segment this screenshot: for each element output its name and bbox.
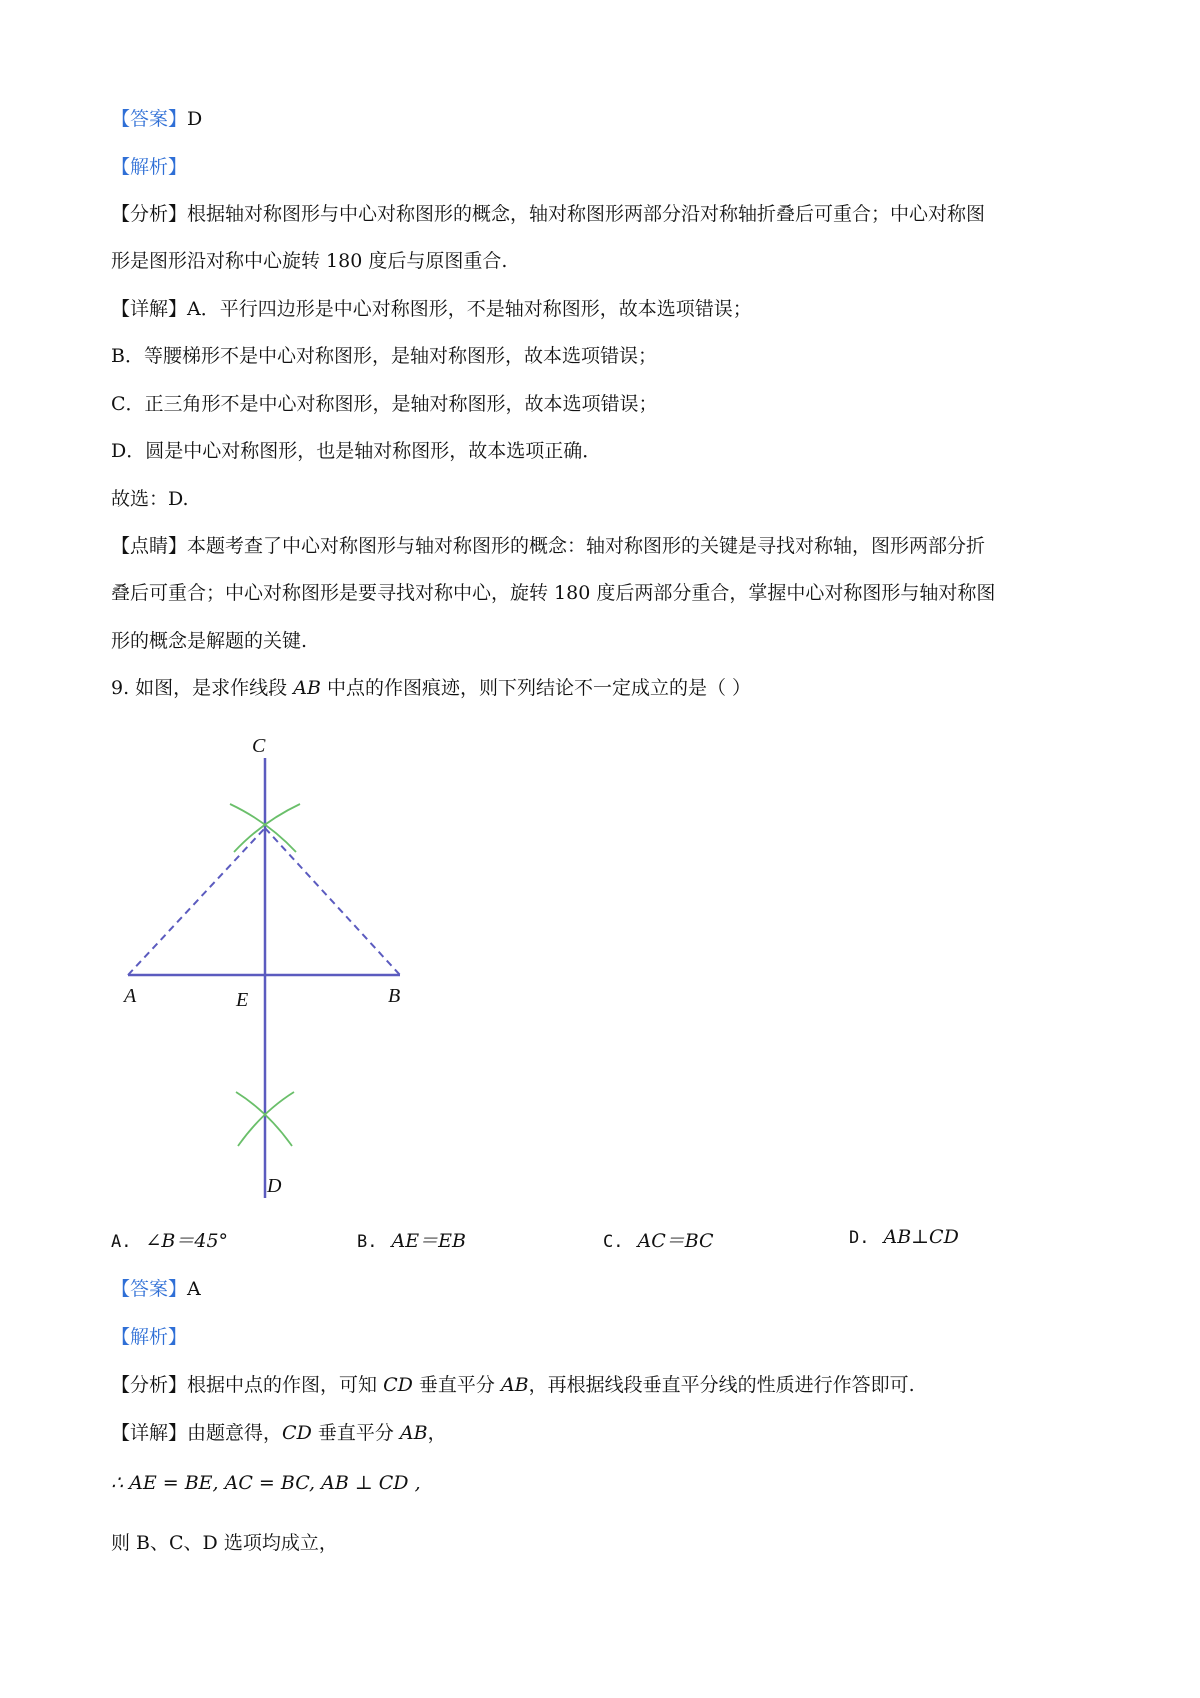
option-d-key: D. [849, 1228, 870, 1248]
detail-1-conclusion: 故选：D. [111, 488, 189, 510]
analysis-tag: 【分析】 [111, 203, 188, 225]
detail-text: 由题意得， [187, 1422, 283, 1444]
analysis-heading-2: 【解析】 [111, 1326, 188, 1348]
detail-ab: AB [399, 1422, 428, 1444]
question-9 [111, 673, 751, 700]
answer-tag: 【答案】 [111, 1278, 188, 1300]
answer-tag: 【答案】 [111, 108, 188, 130]
question-prefix: 9. 如图，是求作线段 [111, 677, 294, 699]
question-suffix: 中点的作图痕迹，则下列结论不一定成立的是（ ） [320, 677, 751, 699]
option-d-text: AB⊥CD [883, 1226, 959, 1248]
answer-line-1 [111, 104, 202, 131]
label-a: A [124, 985, 137, 1007]
option-a-key: A. [111, 1232, 132, 1252]
answer-line-2 [111, 1274, 201, 1301]
detail-1-line-4: D．圆是中心对称图形，也是轴对称图形，故本选项正确． [111, 440, 602, 462]
analysis-text: 垂直平分 [412, 1374, 501, 1396]
option-d [849, 1226, 959, 1248]
question-ab: AB [293, 677, 321, 699]
option-a [111, 1226, 228, 1253]
detail-text: 垂直平分 [311, 1422, 400, 1444]
analysis-cd: CD [383, 1374, 413, 1396]
comment-tag: 【点睛】 [111, 535, 188, 557]
label-b: B [388, 985, 401, 1007]
option-b-key: B. [357, 1232, 378, 1252]
analysis-1-line-1 [111, 199, 985, 226]
analysis-2 [111, 1370, 915, 1397]
analysis-tag: 【分析】 [111, 1374, 188, 1396]
detail-tag: 【详解】 [111, 1422, 188, 1444]
detail-1-line-1 [111, 294, 752, 321]
detail-2 [111, 1418, 447, 1445]
detail-text: ， [427, 1422, 447, 1444]
option-c-text: AC＝BC [637, 1230, 714, 1252]
detail-2-last-line: 则 B、C、D 选项均成立， [111, 1532, 338, 1554]
analysis-1-line-2: 形是图形沿对称中心旋转 180 度后与原图重合. [111, 250, 508, 272]
label-d: D [267, 1175, 282, 1197]
detail-text: A．平行四边形是中心对称图形，不是轴对称图形，故本选项错误； [187, 298, 752, 320]
comment-1-line-2: 叠后可重合；中心对称图形是要寻找对称中心，旋转 180 度后两部分重合，掌握中心对称图形与轴对称图 [111, 582, 996, 604]
label-e: E [236, 989, 249, 1011]
comment-1-line-1 [111, 531, 985, 558]
formula-line: ∴ AE = BE, AC = BC, AB ⊥ CD , [111, 1472, 421, 1494]
analysis-ab: AB [500, 1374, 529, 1396]
analysis-text: 根据轴对称图形与中心对称图形的概念，轴对称图形两部分沿对称轴折叠后可重合；中心对称图 [187, 203, 986, 225]
analysis-text: ，再根据线段垂直平分线的性质进行作答即可. [528, 1374, 915, 1396]
detail-tag: 【详解】 [111, 298, 188, 320]
option-b-text: AE＝EB [391, 1230, 466, 1252]
label-c: C [252, 735, 266, 757]
comment-1-line-3: 形的概念是解题的关键. [111, 630, 308, 652]
option-c [603, 1226, 714, 1253]
detail-1-line-2: B．等腰梯形不是中心对称图形，是轴对称图形，故本选项错误； [111, 345, 657, 367]
detail-1-line-3: C．正三角形不是中心对称图形，是轴对称图形，故本选项错误； [111, 393, 658, 415]
detail-cd: CD [282, 1422, 312, 1444]
comment-text: 本题考查了中心对称图形与轴对称图形的概念：轴对称图形的关键是寻找对称轴，图形两部分折 [187, 535, 986, 557]
geometry-figure [118, 716, 438, 1216]
dashed-segment-bc [265, 828, 400, 975]
dashed-segment-ac [128, 828, 265, 975]
analysis-text: 根据中点的作图，可知 [187, 1374, 384, 1396]
answer-value: D [187, 108, 203, 130]
option-c-key: C. [603, 1232, 624, 1252]
option-b [357, 1226, 466, 1253]
analysis-heading-1: 【解析】 [111, 156, 188, 178]
option-a-text: ∠B＝45° [145, 1230, 229, 1252]
answer-value: A [187, 1278, 201, 1300]
